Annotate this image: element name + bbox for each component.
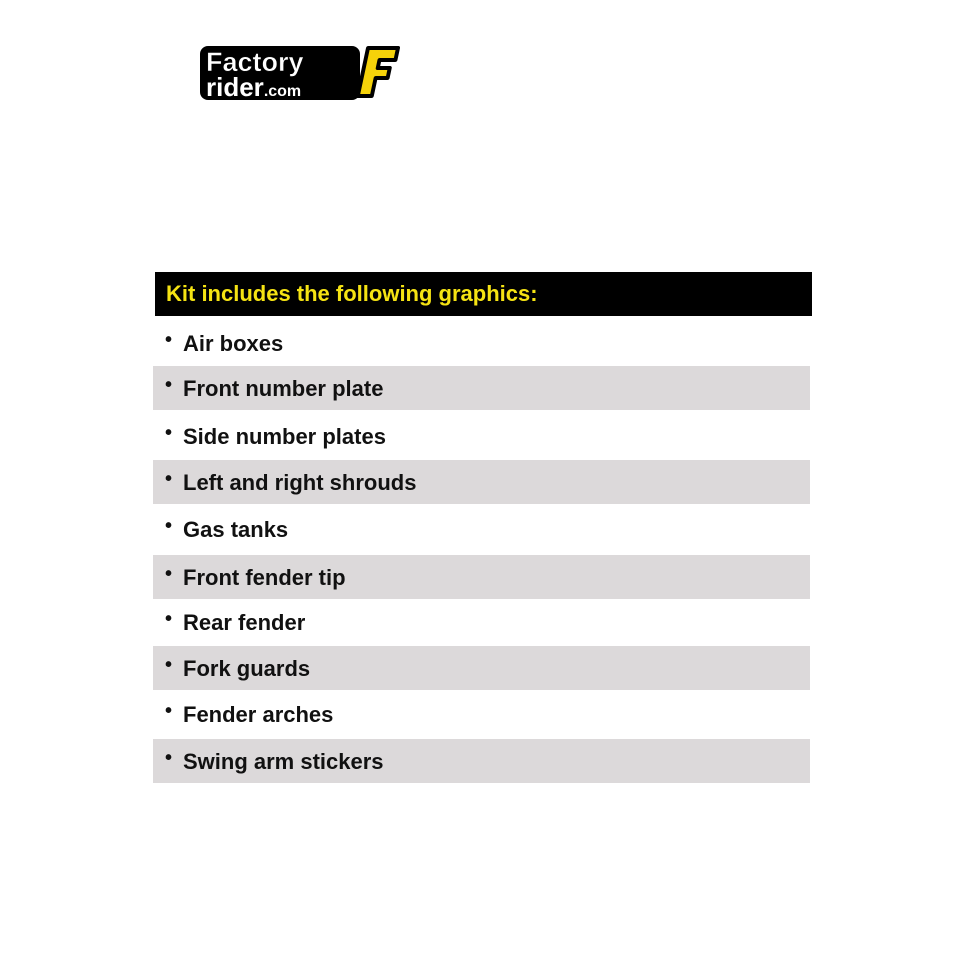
list-item <box>153 555 810 599</box>
list-item <box>153 321 810 365</box>
svg-text:Factory: Factory <box>206 47 304 77</box>
list-item-label: Front number plate <box>183 376 384 401</box>
list-item <box>153 646 810 690</box>
list-item-label: Gas tanks <box>183 517 289 542</box>
bullet-icon: • <box>165 700 173 722</box>
bullet-icon: • <box>165 468 173 490</box>
list-item <box>153 739 810 783</box>
bullet-icon: • <box>165 608 173 630</box>
list-item <box>153 692 810 736</box>
list-item <box>153 460 810 504</box>
bullet-icon: • <box>165 654 173 676</box>
list-item-label: Front fender tip <box>183 565 346 590</box>
list-item-label: Fender arches <box>183 702 334 727</box>
list-item <box>153 600 810 644</box>
list-item-label: Side number plates <box>183 424 386 449</box>
bullet-icon: • <box>165 329 173 351</box>
bullet-icon: • <box>165 374 173 396</box>
list-item-label: Left and right shrouds <box>183 470 417 495</box>
bullet-icon: • <box>165 515 173 537</box>
bullet-icon: • <box>165 747 173 769</box>
list-item-label: Fork guards <box>183 656 311 681</box>
list-item-label: Air boxes <box>183 331 284 356</box>
list-item-label: Rear fender <box>183 610 306 635</box>
list-item <box>153 414 810 458</box>
svg-text:rider.com: rider.com <box>206 72 302 102</box>
list-item <box>153 507 810 551</box>
kit-header <box>155 272 812 316</box>
list-item <box>153 366 810 410</box>
bullet-icon: • <box>165 422 173 444</box>
bullet-icon: • <box>165 563 173 585</box>
kit-header-title: Kit includes the following graphics: <box>166 281 538 306</box>
factoryrider-logo <box>200 44 400 104</box>
list-item-label: Swing arm stickers <box>183 749 384 774</box>
